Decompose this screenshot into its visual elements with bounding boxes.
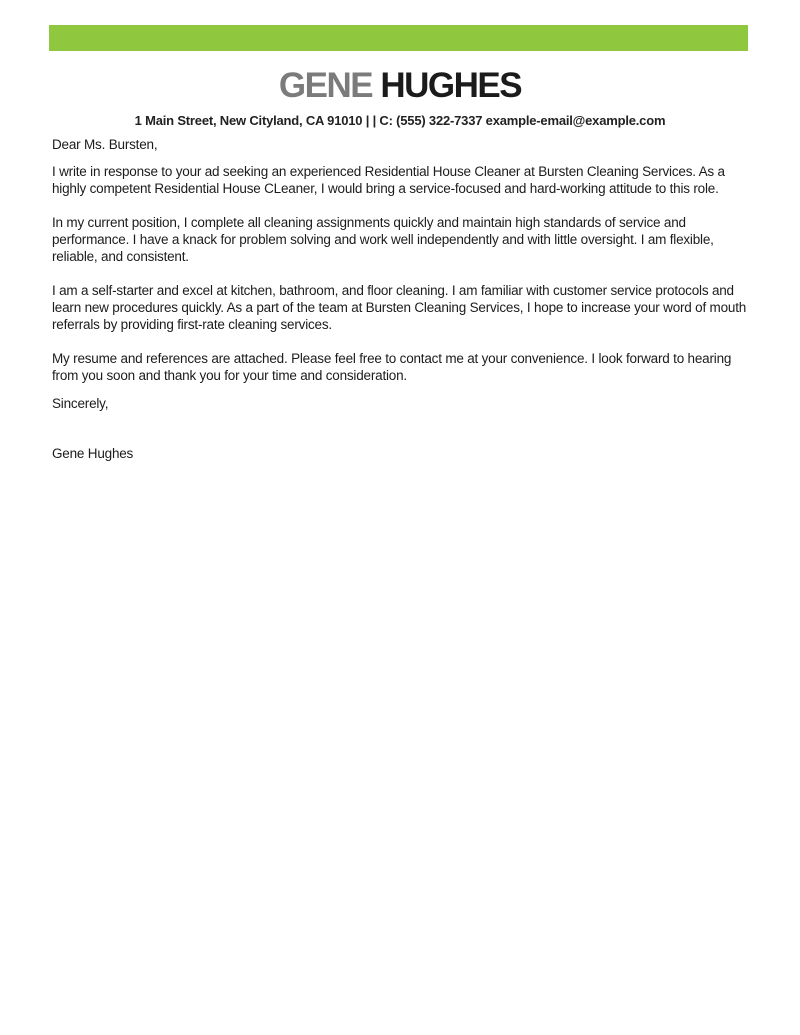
contact-line: 1 Main Street, New Cityland, CA 91010 | | C: (555) 322-7337 example-email@example.com bbox=[134, 113, 666, 128]
candidate-first-name: GENE bbox=[278, 66, 373, 105]
salutation: Dear Ms. Bursten, bbox=[52, 137, 158, 152]
candidate-last-name: HUGHES bbox=[380, 66, 522, 105]
paragraph-4: My resume and references are attached. Please feel free to contact me at your convenience. I look forward to hearing from you soon and thank you for your time and consideration. bbox=[52, 351, 732, 383]
paragraph-1: I write in response to your ad seeking an experienced Residential House Cleaner at Bursten Cleaning Services. As a highly competent Residential House CLeaner, I would bring a service-focused and hard-working attitude to this role. bbox=[52, 164, 725, 196]
paragraph-2: In my current position, I complete all cleaning assignments quickly and maintain high standards of service and performance. I have a knack for problem solving and work well independently and with little oversight. I am flexible, reliable, and consistent. bbox=[52, 215, 714, 264]
paragraph-3: I am a self-starter and excel at kitchen, bathroom, and floor cleaning. I am familiar with customer service protocols and learn new procedures quickly. As a part of the team at Bursten Cleaning Services, I hope to increase your word of mouth referrals by providing first-rate cleaning services. bbox=[52, 283, 747, 332]
candidate-name bbox=[0, 68, 800, 103]
signature-name: Gene Hughes bbox=[52, 446, 134, 461]
accent-bar bbox=[49, 25, 748, 51]
cover-letter-body bbox=[52, 136, 750, 462]
closing: Sincerely, bbox=[52, 396, 109, 411]
